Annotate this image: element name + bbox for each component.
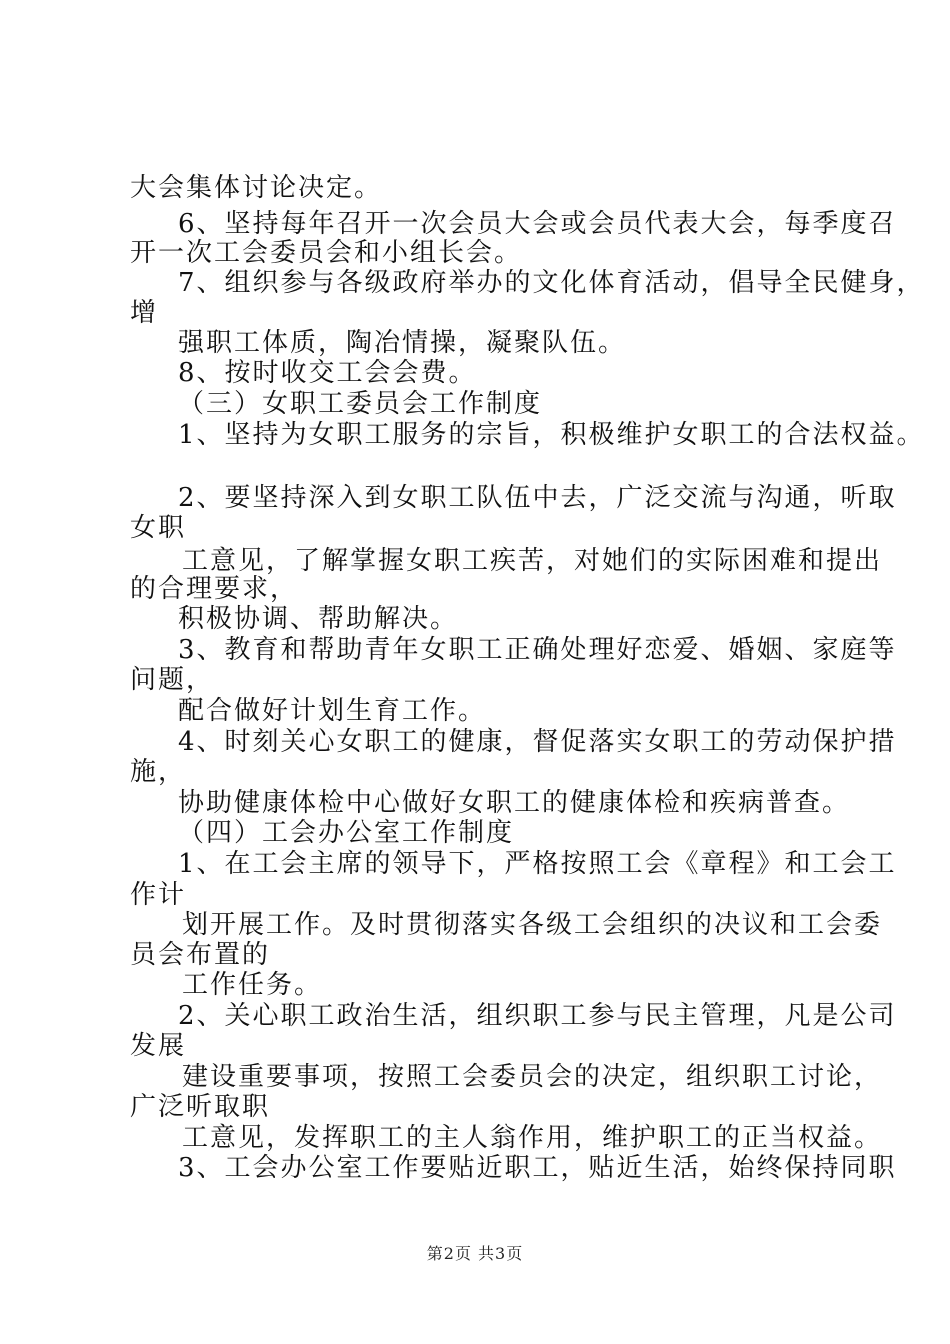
text-line: 女职 [130,513,187,543]
text-line: 划开展工作。及时贯彻落实各级工会组织的决议和工会委 [182,910,883,940]
section-heading: （四）工会办公室工作制度 [178,818,515,848]
text-line: 积极协调、帮助解决。 [178,604,459,634]
text-line: 8、按时收交工会会费。 [178,358,477,388]
text-line: 工意见，了解掌握女职工疾苦，对她们的实际困难和提出 [182,546,883,576]
text-line: 作计 [130,880,187,910]
text-line: 的合理要求， [130,574,299,604]
text-line: 2、关心职工政治生活，组织职工参与民主管理，凡是公司 [178,1001,897,1031]
text-line: 4、时刻关心女职工的健康，督促落实女职工的劳动保护措 [178,727,897,757]
text-line: 大会集体讨论决定。 [130,173,383,203]
text-line: 协助健康体检中心做好女职工的健康体检和疾病普查。 [178,788,851,818]
text-line: 强职工体质，陶冶情操，凝聚队伍。 [178,328,627,358]
text-line: 配合做好计划生育工作。 [178,696,487,726]
section-heading: （三）女职工委员会工作制度 [178,389,543,419]
page-number-footer: 第2页 共3页 [426,1244,524,1263]
text-line: 7、组织参与各级政府举办的文化体育活动，倡导全民健身， [178,268,925,298]
text-line: 增 [130,298,159,328]
text-line: 1、坚持为女职工服务的宗旨，积极维护女职工的合法权益。 [178,420,925,450]
text-line: 发展 [130,1031,187,1061]
text-line: 开一次工会委员会和小组长会。 [130,238,523,268]
text-line: 工作任务。 [182,970,323,1000]
text-line: 建设重要事项，按照工会委员会的决定，组织职工讨论， [182,1062,883,1092]
text-line: 1、在工会主席的领导下，严格按照工会《章程》和工会工 [178,849,897,879]
text-line: 广泛听取职 [130,1092,271,1122]
text-line: 问题， [130,665,215,695]
text-line: 3、工会办公室工作要贴近职工，贴近生活，始终保持同职 [178,1153,897,1183]
text-line: 3、教育和帮助青年女职工正确处理好恋爱、婚姻、家庭等 [178,635,897,665]
text-line: 施， [130,757,187,787]
text-line: 员会布置的 [130,940,271,970]
text-line: 2、要坚持深入到女职工队伍中去，广泛交流与沟通，听取 [178,483,897,513]
text-line: 工意见，发挥职工的主人翁作用，维护职工的正当权益。 [182,1123,883,1153]
text-line: 6、坚持每年召开一次会员大会或会员代表大会，每季度召 [178,209,897,239]
